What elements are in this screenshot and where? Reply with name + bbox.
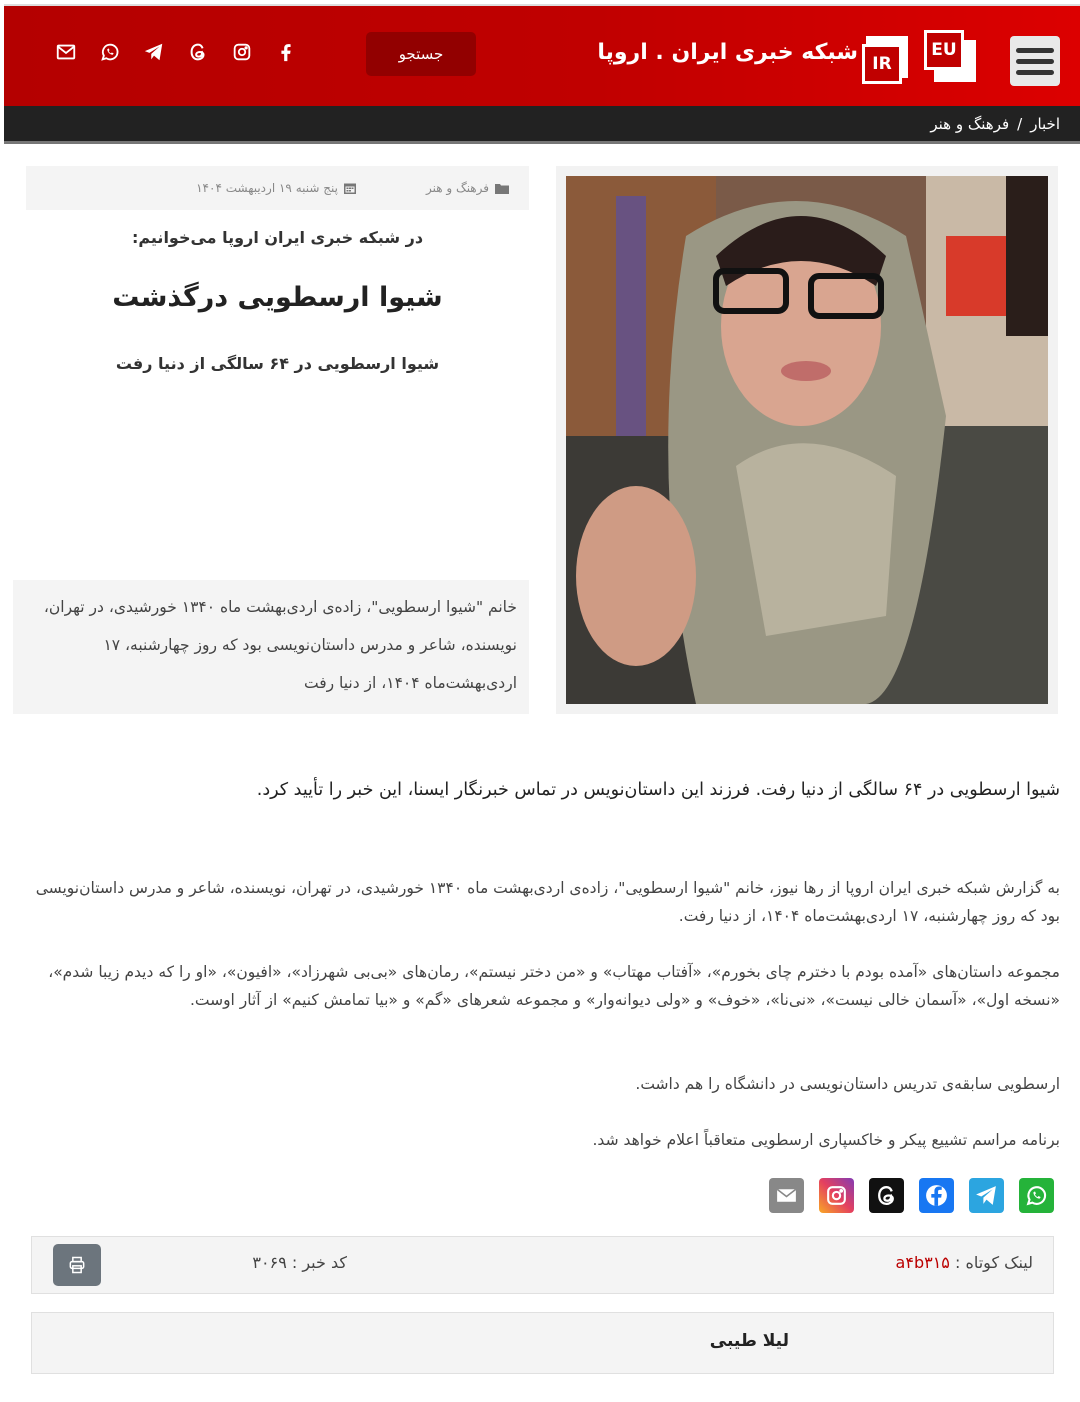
telegram-icon <box>974 1183 999 1208</box>
article-headline: شیوا ارسطویی درگذشت <box>112 282 443 313</box>
facebook-icon <box>924 1183 949 1208</box>
article-subhead: شیوا ارسطویی در ۶۴ سالگی از دنیا رفت <box>115 354 440 373</box>
article-paragraph: ارسطویی سابقه‌ی تدریس داستان‌نویسی در دانشگاه را هم داشت. <box>635 1075 1060 1093</box>
breadcrumb-news[interactable]: اخبار <box>1030 114 1060 133</box>
share-instagram-button[interactable] <box>819 1178 854 1213</box>
logo-eu[interactable] <box>924 30 976 82</box>
publish-date: پنج شنبه ۱۹ اردیبهشت ۱۴۰۴ <box>196 181 338 195</box>
facebook-icon[interactable] <box>264 38 308 66</box>
article-paragraph: برنامه مراسم تشییع پیکر و خاکسپاری ارسطویی متعاقباً اعلام خواهد شد. <box>592 1131 1060 1149</box>
site-header <box>4 4 1080 106</box>
instagram-icon[interactable] <box>220 38 264 66</box>
article-info-bar <box>31 1236 1054 1294</box>
breadcrumb-separator: / <box>1017 114 1023 133</box>
instagram-icon <box>824 1183 849 1208</box>
site-title[interactable]: شبکه خبری ایران . اروپا <box>597 40 858 65</box>
search-button[interactable]: جستجو <box>366 32 476 76</box>
article-photo <box>566 176 1048 704</box>
hamburger-line <box>1016 70 1054 75</box>
category-meta[interactable] <box>426 181 509 195</box>
breadcrumb-culture-art[interactable]: فرهنگ و هنر <box>930 114 1010 133</box>
short-link <box>896 1253 1033 1272</box>
email-icon <box>774 1183 799 1208</box>
threads-icon <box>874 1183 899 1208</box>
short-link-label: لینک کوتاه : <box>954 1253 1033 1272</box>
email-icon[interactable] <box>44 38 88 66</box>
article-lead: شیوا ارسطویی در ۶۴ سالگی از دنیا رفت. فرزند این داستان‌نویس در تماس خبرنگار ایسنا، این خبر را تأیید کرد. <box>256 780 1060 800</box>
logo-ir[interactable] <box>856 36 908 88</box>
whatsapp-icon[interactable] <box>88 38 132 66</box>
share-buttons <box>769 1178 1054 1213</box>
menu-button[interactable] <box>1010 36 1060 86</box>
whatsapp-icon <box>1024 1183 1049 1208</box>
news-code-value: ۳۰۶۹ <box>252 1253 287 1272</box>
category-label: فرهنگ و هنر <box>425 181 489 195</box>
article-paragraph: مجموعه داستان‌های «آمده بودم با دخترم چای بخورم»، «آفتاب مهتاب» و «من دختر نیستم»، رمان‌های «بی‌بی شهرزاد»، «افیون»، «او را که دیدم زیبا شدم»، «نسخه اول»، «آسمان خالی نیست»، «نی‌نا»، «خوف» و «ولی دیوانه‌وار» و مجموعه شعرهای «گم» و «بیا تمامش کنیم» از آثار اوست. <box>48 963 1060 1009</box>
article-summary: خانم "شیوا ارسطویی"، زاده‌ی اردی‌بهشت ماه ۱۳۴۰ خورشیدی، در تهران، نویسنده، شاعر و مدرس داستان‌نویسی بود که روز چهارشنبه، ۱۷ اردی‌بهشت‌ماه ۱۴۰۴، از دنیا رفت <box>13 580 529 714</box>
calendar-icon <box>344 182 356 194</box>
threads-icon[interactable] <box>176 38 220 66</box>
author-box <box>31 1312 1054 1374</box>
breadcrumb <box>4 106 1080 144</box>
hamburger-line <box>1016 48 1054 53</box>
portrait-illustration <box>566 176 1048 704</box>
print-button[interactable] <box>53 1244 101 1286</box>
logo-eu-text: EU <box>924 30 964 70</box>
share-whatsapp-button[interactable] <box>1019 1178 1054 1213</box>
news-code <box>252 1253 347 1272</box>
share-threads-button[interactable] <box>869 1178 904 1213</box>
article-kicker: در شبکه خبری ایران اروپا می‌خوانیم: <box>131 228 424 247</box>
short-link-code[interactable]: a۴b۳۱۵ <box>895 1253 950 1272</box>
share-email-button[interactable] <box>769 1178 804 1213</box>
article-meta <box>26 166 529 210</box>
article-paragraph: به گزارش شبکه خبری ایران اروپا از رها نیوز، خانم "شیوا ارسطویی"، زاده‌ی اردی‌بهشت ماه ۱۳۴۰ خورشیدی، در تهران، نویسنده، شاعر و مدرس داستان‌نویسی بود که روز چهارشنبه، ۱۷ اردی‌بهشت‌ماه ۱۴۰۴، از دنیا رفت. <box>35 879 1060 925</box>
telegram-icon[interactable] <box>132 38 176 66</box>
article-image-frame <box>556 166 1058 714</box>
share-telegram-button[interactable] <box>969 1178 1004 1213</box>
date-meta <box>196 181 356 195</box>
folder-icon <box>495 182 509 194</box>
share-facebook-button[interactable] <box>919 1178 954 1213</box>
logo-ir-text: IR <box>862 44 902 84</box>
printer-icon <box>67 1255 87 1275</box>
news-code-label: کد خبر : <box>291 1253 347 1272</box>
hamburger-line <box>1016 59 1054 64</box>
header-social-links <box>44 38 308 66</box>
author-name[interactable]: لیلا طیبی <box>709 1331 789 1351</box>
